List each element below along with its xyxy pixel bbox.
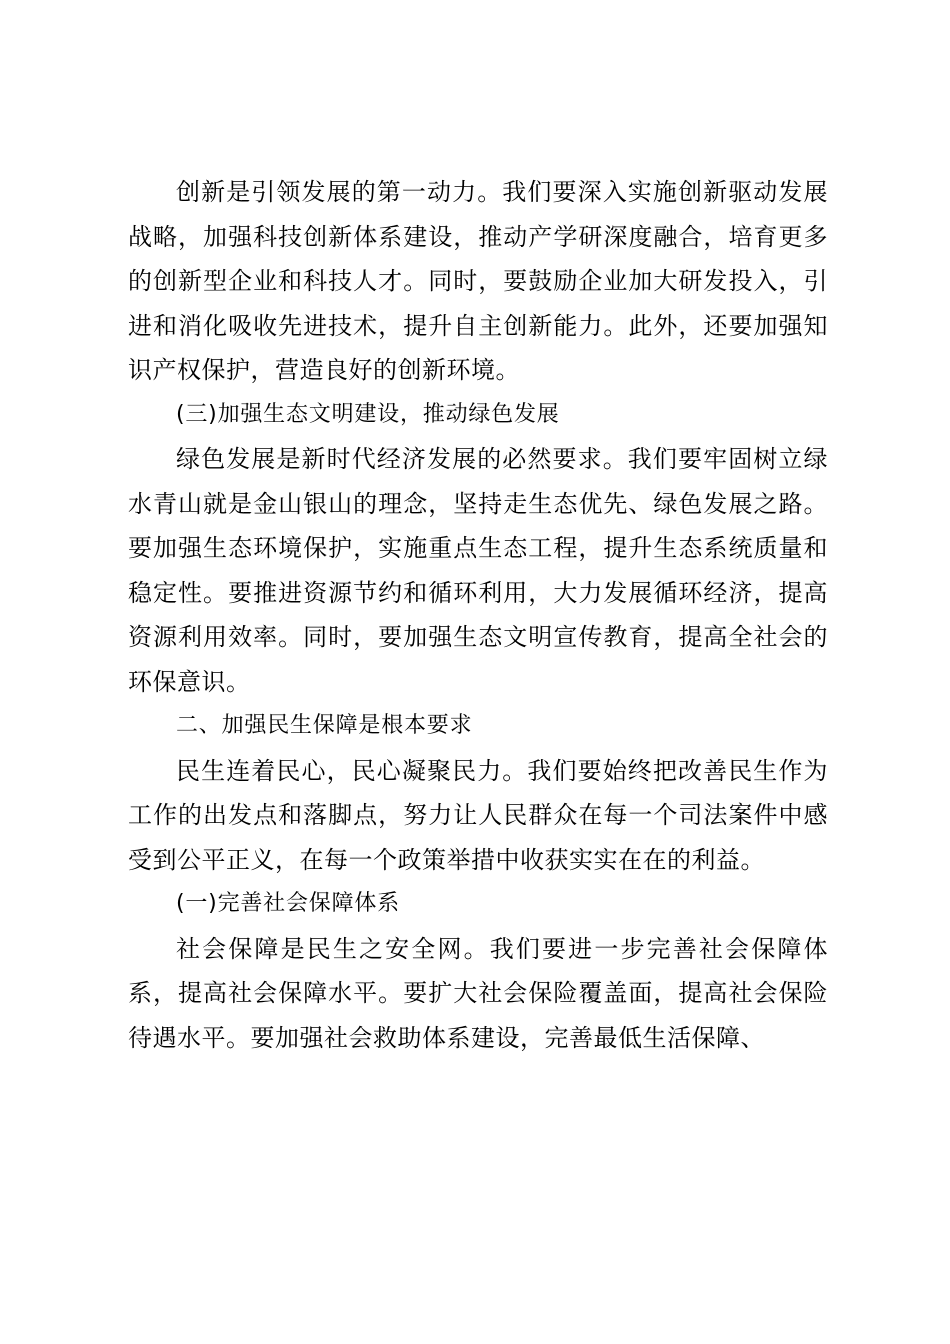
paragraph-innovation: 创新是引领发展的第一动力。我们要深入实施创新驱动发展战略，加强科技创新体系建设，推动产学研深度融合，培育更多的创新型企业和科技人才。同时，要鼓励企业加大研发投入，引进和消化吸收先进技术，提升自主创新能力。此外，还要加强知识产权保护，营造良好的创新环境。 [128,178,828,384]
paragraph-livelihood: 民生连着民心，民心凝聚民力。我们要始终把改善民生作为工作的出发点和落脚点，努力让人民群众在每一个司法案件中感受到公平正义，在每一个政策举措中收获实实在在的利益。 [128,756,828,874]
section-heading-livelihood: 二、加强民生保障是根本要求 [176,713,473,738]
document-body [128,170,828,1060]
section-heading-ecology: (三)加强生态文明建设，推动绿色发展 [176,401,560,427]
paragraph-social-security: 社会保障是民生之安全网。我们要进一步完善社会保障体系，提高社会保障水平。要扩大社会保险覆盖面，提高社会保险待遇水平。要加强社会救助体系建设，完善最低生活保障、 [128,934,828,1052]
section-heading-social-security: (一)完善社会保障体系 [176,891,400,916]
paragraph-green-development: 绿色发展是新时代经济发展的必然要求。我们要牢固树立绿水青山就是金山银山的理念，坚持走生态优先、绿色发展之路。要加强生态环境保护，实施重点生态工程，提升生态系统质量和稳定性。要推进资源节约和循环利用，大力发展循环经济，提高资源利用效率。同时，要加强生态文明宣传教育，提高全社会的环保意识。 [128,445,828,696]
